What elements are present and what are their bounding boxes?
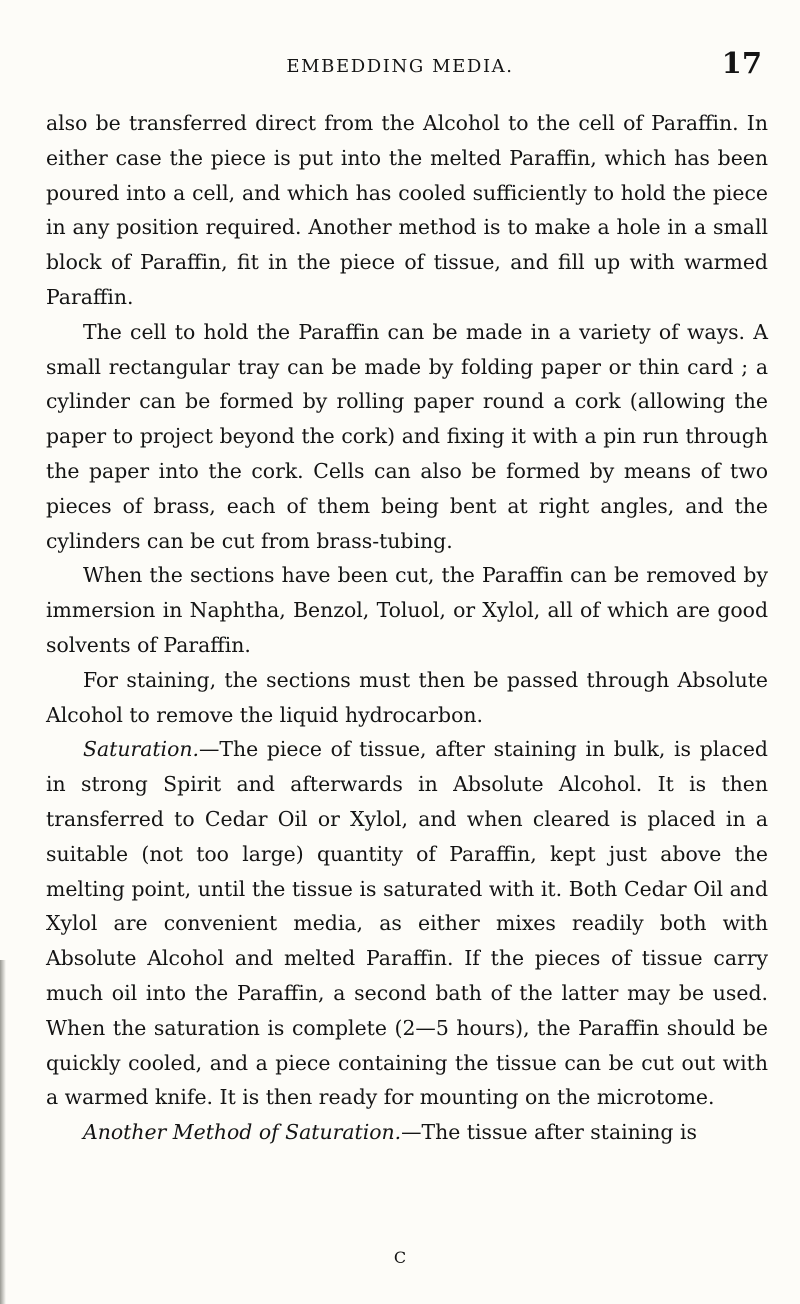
paragraph-text: For staining, the sections must then be passed through Absolute Alcohol to remove the liquid hydrocarbon.	[46, 667, 768, 727]
paragraph-text: —The piece of tissue, after staining in bulk, is placed in strong Spirit and afterwards in Absolute Alcohol. It is then transferred to Cedar Oil or Xylol, and when cleared is placed in a suitable (not too large) quantity of Paraffin, kept just above the melting point, until the tissue is saturated with it. Both Cedar Oil and Xylol are convenient media, as either mixes readily both with Absolute Alcohol and melted Paraffin. If the pieces of tissue carry much oil into the Paraffin, a second bath of the latter may be used. When the saturation is complete (2—5 hours), the Paraffin should be quickly cooled, and a piece containing the tissue can be cut out with a warmed knife. It is then ready for mounting on the microtome.	[46, 737, 768, 1110]
paragraph-text: When the sections have been cut, the Paraffin can be removed by immersion in Naphtha, Benzol, Toluol, or Xylol, all of which are good solvents of Paraffin.	[46, 563, 768, 657]
paragraph-text: The cell to hold the Paraffin can be made in a variety of ways. A small rectangular tray can be made by folding paper or thin card ; a cylinder can be formed by rolling paper round a cork (allowing the paper to project beyond the cork) and fixing it with a pin run through the paper into the cork. Cells can also be formed by means of two pieces of brass, each of them being bent at right angles, and the cylinders can be cut from brass-tubing.	[46, 319, 768, 553]
paragraph-1	[46, 106, 768, 315]
paragraph-6	[46, 1115, 768, 1150]
running-head	[0, 46, 800, 82]
section-heading-saturation: Saturation.	[83, 737, 199, 762]
signature-mark: C	[393, 1248, 407, 1267]
running-title: EMBEDDING MEDIA.	[286, 56, 514, 77]
page-edge-shadow	[0, 960, 6, 1304]
body-text	[46, 106, 768, 1150]
paragraph-4	[46, 663, 768, 733]
paragraph-2	[46, 315, 768, 559]
paragraph-text: —The tissue after staining is	[401, 1120, 697, 1145]
paragraph-5	[46, 732, 768, 1115]
paragraph-text: also be transferred direct from the Alcohol to the cell of Paraffin. In either case the piece is put into the melted Paraffin, which has been poured into a cell, and which has cooled sufficiently to hold the piece in any position required. Another method is to make a hole in a small block of Paraffin, fit in the piece of tissue, and fill up with warmed Paraffin.	[46, 111, 768, 309]
page-number: 17	[721, 46, 762, 80]
section-heading-another-method: Another Method of Saturation.	[83, 1120, 402, 1145]
paragraph-3	[46, 558, 768, 662]
